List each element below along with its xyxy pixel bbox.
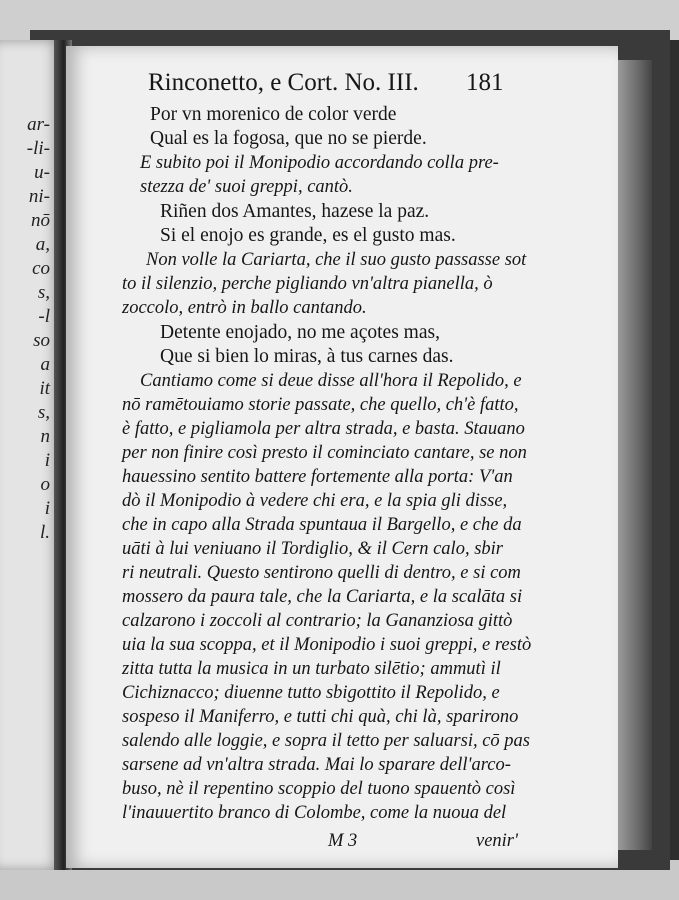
left-page-fragment: -li-: [26, 138, 50, 159]
text-line: Si el enojo es grande, es el gusto mas.: [160, 225, 456, 246]
text-line: mossero da paura tale, che la Cariarta, e la scalāta si: [122, 587, 523, 607]
catchword: venir': [476, 831, 518, 851]
text-line: Por vn morenico de color verde: [150, 104, 397, 125]
text-line: sospeso il Maniferro, e tutti chi quà, chi là, sparirono: [122, 707, 519, 727]
left-page-edge: [0, 40, 62, 870]
text-line: stezza de' suoi greppi, cantò.: [140, 177, 353, 197]
left-page-fragment: so: [33, 330, 50, 351]
left-page-fragment: co: [32, 258, 50, 279]
page-number: 181: [466, 69, 504, 96]
text-line: ri neutrali. Questo sentirono quelli di dentro, e si com: [122, 563, 521, 583]
text-line: Riñen dos Amantes, hazese la paz.: [160, 201, 430, 222]
left-page-fragment: o: [40, 474, 50, 495]
text-line: l'inauuertito branco di Colombe, come la nuoua del: [122, 803, 507, 823]
left-page-fragment: s,: [37, 402, 50, 423]
left-page-fragment: ar-: [27, 114, 50, 135]
text-line: uāti à lui veniuano il Tordiglio, & il Cern calo, sbir: [122, 539, 503, 559]
text-line: Non volle la Cariarta, che il suo gusto passasse sot: [146, 250, 527, 270]
text-line: buso, nè il repentino scoppio del tuono spauentò così: [122, 779, 516, 799]
text-line: è fatto, e pigliamola per altra strada, e basta. Stauano: [122, 419, 525, 439]
text-line: dò il Monipodio à vedere chi era, e la spia gli disse,: [122, 491, 508, 511]
text-line: sarsene ad vn'altra strada. Mai lo sparare dell'arco-: [122, 755, 511, 775]
text-line: che in capo alla Strada spuntaua il Bargello, e che da: [122, 515, 522, 535]
left-page-fragment: l.: [39, 522, 50, 543]
text-line: Cantiamo come si deue disse all'hora il Repolido, e: [140, 371, 522, 391]
left-page-fragment: a: [40, 354, 50, 375]
left-page-fragment: n: [40, 426, 50, 447]
text-line: Detente enojado, no me açotes mas,: [160, 322, 440, 343]
text-line: Cichiznacco; diuenne tutto sbigottito il Repolido, e: [122, 683, 500, 703]
left-page-fragment: ni-: [28, 186, 50, 207]
left-page-fragment: nō: [31, 210, 50, 231]
right-page: [66, 46, 618, 868]
text-line: Que si bien lo miras, à tus carnes das.: [160, 346, 454, 367]
page-block-edge: [618, 60, 652, 850]
text-line: Qual es la fogosa, que no se pierde.: [150, 128, 427, 149]
left-page-fragment: s,: [37, 282, 50, 303]
left-page-fragment: i: [44, 498, 50, 519]
running-title: Rinconetto, e Cort. No. III.: [148, 69, 419, 96]
left-page-fragment: a,: [35, 234, 50, 255]
text-line: salendo alle loggie, e sopra il tetto per saluarsi, cō pas: [122, 731, 531, 751]
left-page-fragment: u-: [34, 162, 50, 183]
text-line: calzarono i zoccoli al contrario; la Gananziosa gittò: [122, 611, 513, 631]
text-line: zitta tutta la musica in un turbato silētio; ammutì il: [122, 659, 501, 679]
text-line: E subito poi il Monipodio accordando colla pre-: [140, 153, 499, 173]
text-line: hauessino sentito battere fortemente alla porta: V'an: [122, 467, 513, 487]
text-line: uia la sua scoppa, et il Monipodio i suoi greppi, e restò: [122, 635, 532, 655]
text-line: per non finire così presto il cominciato cantare, se non: [122, 443, 527, 463]
left-page-fragment: it: [39, 378, 50, 399]
text-line: to il silenzio, perche pigliando vn'altra pianella, ò: [122, 274, 493, 294]
left-page-fragment: i: [44, 450, 50, 471]
text-line: nō ramētouiamo storie passate, che quello, ch'è fatto,: [122, 395, 519, 415]
text-line: zoccolo, entrò in ballo cantando.: [122, 298, 367, 318]
signature-mark: M 3: [328, 831, 358, 851]
left-page-fragment: -l: [38, 306, 50, 327]
